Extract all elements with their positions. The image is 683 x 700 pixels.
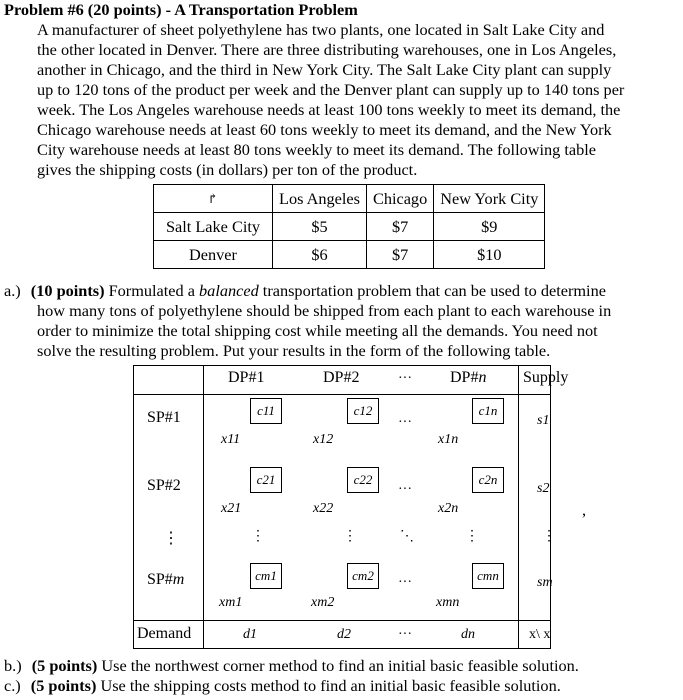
intro-line: the other located in Denver. There are three distributing warehouses, one in Los Angeles, (37, 40, 617, 59)
row-label-spm: SP#m (147, 571, 185, 588)
var-xm1: xm1 (219, 595, 243, 610)
part-c-label: c.) (4, 676, 21, 695)
cost-cell: $9 (434, 213, 545, 241)
header-los-angeles: Los Angeles (273, 185, 367, 213)
col-header-dp2: DP#2 (323, 369, 360, 386)
part-a-text: Formulated a (104, 281, 200, 300)
var-x11: x11 (221, 432, 241, 447)
vdots: ⋮ (343, 529, 357, 544)
var-x1n: x1n (438, 432, 459, 447)
part-c-text: Use the shipping costs method to find an initial basic feasible solution. (96, 676, 561, 695)
supply-s1: s1 (537, 413, 550, 428)
part-a-points: (10 points) (30, 281, 105, 300)
part-b-points: (5 points) (31, 656, 98, 675)
part-b-label: b.) (4, 656, 22, 675)
vdots: ⋮ (251, 529, 265, 544)
corner-mark: ↱ (154, 185, 273, 213)
shipping-cost-table (153, 184, 545, 269)
rowm-ellipsis: ··· (398, 575, 412, 590)
var-x12: x12 (313, 432, 334, 447)
cost-c1n: c1n (472, 398, 504, 424)
demand-d1: d1 (243, 627, 257, 642)
var-xmn: xmn (436, 595, 460, 610)
part-a-label: a.) (4, 281, 21, 300)
intro-line: Chicago warehouse needs at least 60 tons weekly to meet its demand, and the New York (37, 120, 612, 139)
part-a-line: order to minimize the total shipping cost while meeting all the demands. You need not (37, 321, 598, 340)
cost-cell: $6 (273, 241, 367, 269)
cost-c22: c22 (347, 467, 379, 493)
var-x22: x22 (313, 501, 334, 516)
problem-heading: Problem #6 (20 points) - A Transportation Problem (4, 0, 358, 19)
supply-s2: s2 (537, 481, 550, 496)
corner-mark: x\ x (529, 627, 551, 642)
col-header-dp1: DP#1 (228, 369, 265, 386)
row1-ellipsis: ··· (398, 415, 412, 430)
row-label-vdots: ⋮ (163, 530, 179, 547)
part-a-line: solve the resulting problem. Put your results in the form of the following table. (37, 341, 551, 360)
cost-cm1: cm1 (250, 563, 282, 589)
cost-c21: c21 (250, 467, 282, 493)
part-c (4, 676, 561, 696)
cost-cell: $5 (273, 213, 367, 241)
demand-dn: dn (461, 627, 475, 642)
cost-c12: c12 (347, 398, 379, 424)
intro-line: gives the shipping costs (in dollars) per ton of the product. (37, 160, 418, 179)
intro-line: City warehouse needs at least 80 tons weekly to meet its demand. The following table (37, 140, 597, 159)
part-b-text: Use the northwest corner method to find an initial basic feasible solution. (97, 656, 579, 675)
intro-line: up to 120 tons of the product per week and the Denver plant can supply up to 140 tons per (37, 80, 625, 99)
cost-cell: $7 (366, 241, 433, 269)
cost-cell: $7 (366, 213, 433, 241)
ddots: ⋱ (400, 529, 414, 544)
row2-ellipsis: ··· (398, 482, 412, 497)
row-label-sp2: SP#2 (147, 477, 181, 494)
part-a-line: how many tons of polyethylene should be shipped from each plant to each warehouse in (37, 301, 612, 320)
intro-line: another in Chicago, and the third in New York City. The Salt Lake City plant can supply (37, 60, 612, 79)
intro-line: A manufacturer of sheet polyethylene has two plants, one located in Salt Lake City and (37, 20, 605, 39)
header-chicago: Chicago (366, 185, 433, 213)
cost-cell: $10 (434, 241, 545, 269)
col-header-supply: Supply (523, 369, 569, 386)
part-a-emphasis: balanced (199, 281, 259, 300)
col-header-ellipsis: ··· (398, 371, 412, 386)
cost-c11: c11 (250, 398, 282, 424)
var-xm2: xm2 (311, 595, 335, 610)
vdots: ⋮ (465, 529, 479, 544)
demand-ellipsis: ··· (398, 627, 412, 642)
var-x2n: x2n (438, 501, 459, 516)
header-new-york-city: New York City (434, 185, 545, 213)
cost-c2n: c2n (472, 467, 504, 493)
row-label-demand: Demand (137, 625, 192, 642)
supply-vdots: ⋮ (542, 529, 556, 544)
trailing-comma: , (582, 500, 587, 519)
part-a-text: transportation problem that can be used to determine (258, 281, 606, 300)
part-b (4, 656, 579, 676)
row-label-sp1: SP#1 (147, 409, 181, 426)
cost-cmn: cmn (472, 563, 504, 589)
row-label-salt-lake-city: Salt Lake City (154, 213, 273, 241)
part-c-points: (5 points) (30, 676, 97, 695)
demand-d2: d2 (337, 627, 351, 642)
intro-line: week. The Los Angeles warehouse needs at least 100 tons weekly to meet its demand, the (37, 100, 621, 119)
var-x21: x21 (221, 501, 242, 516)
cost-cm2: cm2 (347, 563, 379, 589)
row-label-denver: Denver (154, 241, 273, 269)
supply-sm: sm (537, 575, 553, 590)
transportation-table (133, 365, 569, 649)
col-header-dpn: DP#n (450, 369, 487, 386)
